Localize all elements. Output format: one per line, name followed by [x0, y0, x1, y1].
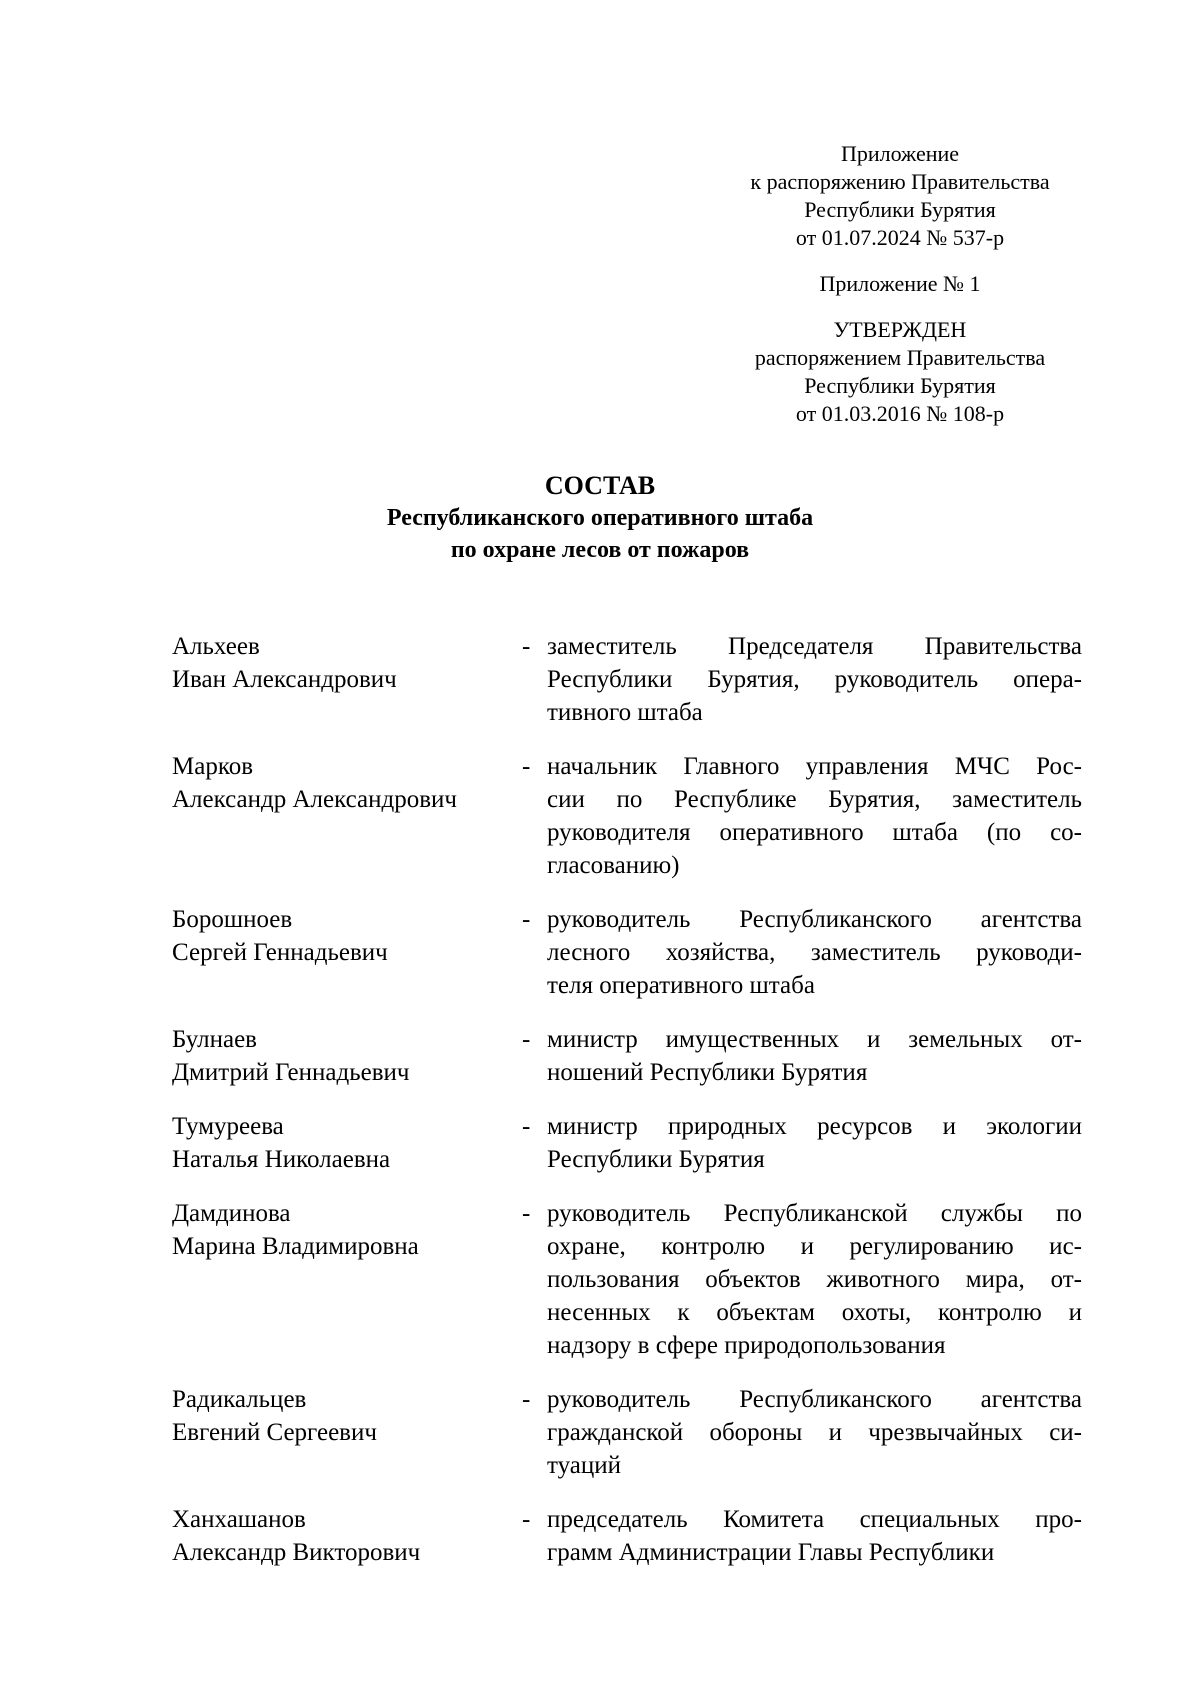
member-surname: Дамдинова: [172, 1200, 291, 1227]
member-role-line: пользования объектов животного мира, от-: [547, 1266, 1082, 1293]
appendix-block: [680, 140, 1120, 428]
member-role-line: несенных к объектам охоты, контролю и: [547, 1299, 1082, 1326]
appendix-gap: [680, 252, 1120, 270]
member-surname: Альхеев: [172, 633, 260, 660]
member-given-names: Дмитрий Геннадьевич: [172, 1059, 410, 1086]
member-dash: -: [522, 1113, 531, 1140]
member-name: [172, 1383, 512, 1482]
member-row: [172, 1383, 1082, 1482]
member-role-line: Республики Бурятия, руководитель опера-: [547, 666, 1082, 693]
member-name: [172, 1503, 512, 1569]
member-role: [547, 1197, 1082, 1362]
member-role-line: туаций: [547, 1452, 621, 1479]
member-name: [172, 903, 512, 1002]
member-dash: -: [522, 753, 531, 780]
approved-order-ref: распоряжением Правительства: [754, 345, 1046, 370]
approved-date-number: от 01.03.2016 № 108-р: [795, 401, 1005, 426]
member-row: [172, 630, 1082, 729]
approved-republic: Республики Бурятия: [804, 373, 996, 398]
member-name: [172, 630, 512, 729]
document-subtitle-line2: по охране лесов от пожаров: [450, 537, 750, 563]
member-dash: -: [522, 1386, 531, 1413]
member-role-line: начальник Главного управления МЧС Рос-: [547, 753, 1082, 780]
member-name: [172, 1110, 512, 1176]
member-dash: -: [522, 1200, 531, 1227]
member-role-line: министр имущественных и земельных от-: [547, 1026, 1082, 1053]
member-role: [547, 630, 1082, 729]
member-surname: Радикальцев: [172, 1386, 307, 1413]
member-role-line: сии по Республике Бурятия, заместитель: [547, 786, 1082, 813]
member-role-line: Республики Бурятия: [547, 1146, 765, 1173]
member-role: [547, 1383, 1082, 1482]
document-title: СОСТАВ: [544, 471, 656, 500]
member-role-line: председатель Комитета специальных про-: [547, 1506, 1082, 1533]
member-name: [172, 1023, 512, 1089]
member-role-line: тивного штаба: [547, 699, 703, 726]
member-role-line: руководитель Республиканского агентства: [547, 906, 1082, 933]
member-role: [547, 1023, 1082, 1089]
appendix-gap: [680, 298, 1120, 316]
appendix-order-ref: к распоряжению Правительства: [750, 169, 1050, 194]
member-dash: -: [522, 1026, 531, 1053]
member-given-names: Александр Александрович: [172, 786, 457, 813]
member-role-line: ношений Республики Бурятия: [547, 1059, 868, 1086]
member-role-line: руководителя оперативного штаба (по со-: [547, 819, 1082, 846]
member-row: [172, 750, 1082, 882]
member-role-line: гражданской обороны и чрезвычайных си-: [547, 1419, 1082, 1446]
member-given-names: Александр Викторович: [172, 1539, 421, 1566]
member-row: [172, 1023, 1082, 1089]
member-given-names: Сергей Геннадьевич: [172, 939, 388, 966]
member-role-line: охране, контролю и регулированию ис-: [547, 1233, 1082, 1260]
appendix-label: Приложение: [840, 141, 960, 166]
member-given-names: Наталья Николаевна: [172, 1146, 391, 1173]
member-given-names: Иван Александрович: [172, 666, 397, 693]
appendix-date-number: от 01.07.2024 № 537-р: [795, 225, 1005, 250]
member-surname: Борошноев: [172, 906, 293, 933]
document-heading: [0, 470, 1200, 566]
member-given-names: Марина Владимировна: [172, 1233, 419, 1260]
member-role-line: грамм Администрации Главы Республики: [547, 1539, 995, 1566]
member-role-line: министр природных ресурсов и экологии: [547, 1113, 1082, 1140]
member-role-line: гласованию): [547, 852, 680, 879]
document-subtitle-line1: Республиканского оперативного штаба: [386, 505, 814, 531]
member-name: [172, 1197, 512, 1362]
appendix-republic: Республики Бурятия: [804, 197, 996, 222]
member-dash: -: [522, 906, 531, 933]
member-surname: Ханхашанов: [172, 1506, 306, 1533]
member-dash: -: [522, 1506, 531, 1533]
member-role-line: руководитель Республиканской службы по: [547, 1200, 1082, 1227]
member-surname: Булнаев: [172, 1026, 257, 1053]
member-role-line: лесного хозяйства, заместитель руководи-: [547, 939, 1082, 966]
member-role: [547, 1503, 1082, 1569]
member-role-line: надзору в сфере природопользования: [547, 1332, 946, 1359]
members-list: [172, 630, 1082, 1590]
member-role-line: теля оперативного штаба: [547, 972, 815, 999]
member-role: [547, 903, 1082, 1002]
member-row: [172, 1197, 1082, 1362]
member-dash: -: [522, 633, 531, 660]
approved-label: УТВЕРЖДЕН: [833, 317, 967, 342]
member-role: [547, 750, 1082, 882]
member-surname: Марков: [172, 753, 254, 780]
member-row: [172, 903, 1082, 1002]
member-role: [547, 1110, 1082, 1176]
member-role-line: заместитель Председателя Правительства: [547, 633, 1082, 660]
member-name: [172, 750, 512, 882]
member-row: [172, 1110, 1082, 1176]
appendix-number: Приложение № 1: [819, 271, 981, 296]
member-surname: Тумуреева: [172, 1113, 284, 1140]
member-given-names: Евгений Сергеевич: [172, 1419, 377, 1446]
member-role-line: руководитель Республиканского агентства: [547, 1386, 1082, 1413]
member-row: [172, 1503, 1082, 1569]
